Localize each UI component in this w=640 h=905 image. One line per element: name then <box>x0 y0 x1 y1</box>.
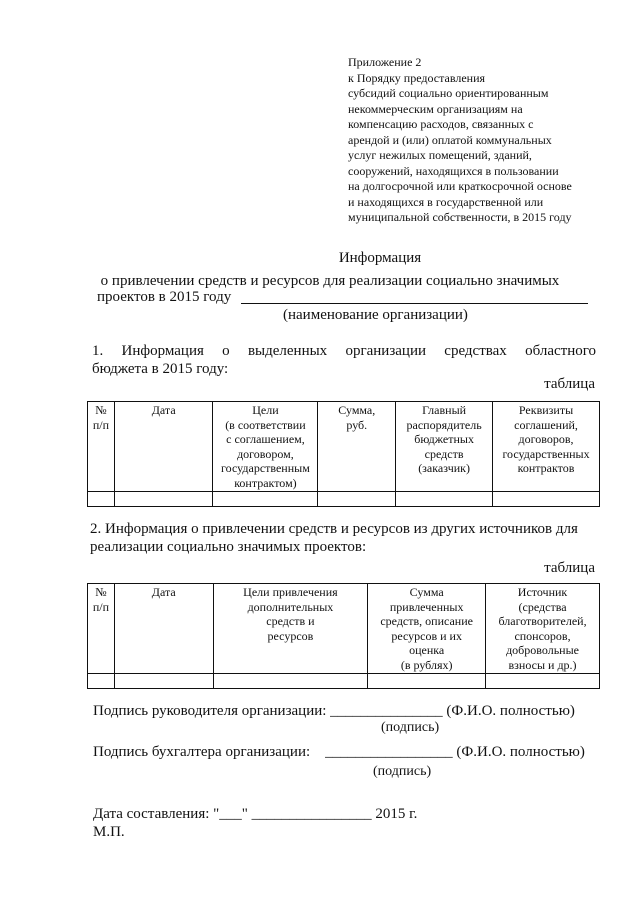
section2-heading: 2. Информация о привлечении средств и ресурсов из других источников для реализации социально значимых проектов: <box>90 521 578 555</box>
document-subtitle: о привлечении средств и ресурсов для реализации социально значимых <box>100 273 560 289</box>
table-cell[interactable] <box>114 674 213 689</box>
table2-col-purpose: Цели привлечения дополнительных средств и ресурсов <box>213 584 368 674</box>
table-cell[interactable] <box>493 492 600 507</box>
head-signature-caption: (подпись) <box>381 720 440 735</box>
annex-line: к Порядку предоставления <box>348 70 486 85</box>
table1 <box>87 401 600 507</box>
org-name-caption: (наименование организации) <box>283 307 468 323</box>
annex-line: компенсацию расходов, связанных с <box>348 117 534 131</box>
table-cell[interactable] <box>318 492 396 507</box>
annex-line: и находящихся в государственной или <box>348 194 544 209</box>
accountant-signature-line: Подпись бухгалтера организации: _________________ (Ф.И.О. полностью) <box>93 744 585 760</box>
section1-word: выделенных <box>247 343 328 359</box>
section1-word: Информация <box>121 343 204 359</box>
section1-word: областного <box>525 343 596 359</box>
annex-line: субсидий социально ориентированным <box>348 86 549 100</box>
stamp-placeholder: М.П. <box>93 824 125 840</box>
table-cell[interactable] <box>368 674 486 689</box>
annex-line: на долгосрочной или краткосрочной основе <box>348 179 572 193</box>
org-name-line <box>241 303 588 304</box>
section1-line1 <box>92 342 596 360</box>
table1-col-sum: Сумма, руб. <box>318 402 396 492</box>
head-signature-line: Подпись руководителя организации: _______________ (Ф.И.О. полностью) <box>93 703 575 719</box>
section1-heading <box>92 342 596 378</box>
annex-line: Приложение 2 <box>348 55 422 69</box>
table2-col-amount: Сумма привлеченных средств, описание ресурсов и их оценка (в рублях) <box>368 584 486 674</box>
document-subtitle-line2: проектов в 2015 году <box>97 289 232 305</box>
table2-col-source: Источник (средства благотворителей, спонсоров, добровольные взносы и др.) <box>486 584 600 674</box>
table2-col-date: Дата <box>114 584 213 674</box>
table1-label: таблица <box>544 376 595 392</box>
compilation-date: Дата составления: "___" ________________ 2015 г. <box>93 806 418 822</box>
table-cell[interactable] <box>213 674 368 689</box>
table2-header-row <box>88 584 600 674</box>
table-cell[interactable] <box>114 492 213 507</box>
table1-col-administrator: Главный распорядитель бюджетных средств (заказчик) <box>396 402 493 492</box>
table1-col-requisites: Реквизиты соглашений, договоров, государственных контрактов <box>493 402 600 492</box>
document-title: Информация <box>338 250 422 266</box>
table1-col-purpose: Цели (в соответствии с соглашением, договором, государственным контрактом) <box>213 402 318 492</box>
section1-word: 1. <box>92 343 104 359</box>
table2 <box>87 583 600 689</box>
table2-label: таблица <box>544 560 595 576</box>
annex-line: арендой и (или) оплатой коммунальных <box>348 132 552 147</box>
table1-col-date: Дата <box>114 402 213 492</box>
table1-header-row <box>88 402 600 492</box>
section1-word: средствах <box>444 343 507 359</box>
annex-line: муниципальной собственности, в 2015 году <box>348 210 572 224</box>
annex-line: услуг нежилых помещений, зданий, <box>348 148 532 162</box>
section1-word: организации <box>345 343 426 359</box>
table2-col-number: № п/п <box>88 584 115 674</box>
table-cell[interactable] <box>88 492 115 507</box>
section1-line2: бюджета в 2015 году: <box>92 361 229 377</box>
table-cell[interactable] <box>213 492 318 507</box>
annex-block <box>348 55 618 226</box>
table1-col-number: № п/п <box>88 402 115 492</box>
section1-word: о <box>222 343 230 359</box>
table-cell[interactable] <box>486 674 600 689</box>
table-row <box>88 674 600 689</box>
table-row <box>88 492 600 507</box>
annex-line: сооружений, находящихся в пользовании <box>348 163 559 178</box>
annex-line: некоммерческим организациям на <box>348 101 523 116</box>
table-cell[interactable] <box>88 674 115 689</box>
table-cell[interactable] <box>396 492 493 507</box>
accountant-signature-caption: (подпись) <box>373 764 432 779</box>
